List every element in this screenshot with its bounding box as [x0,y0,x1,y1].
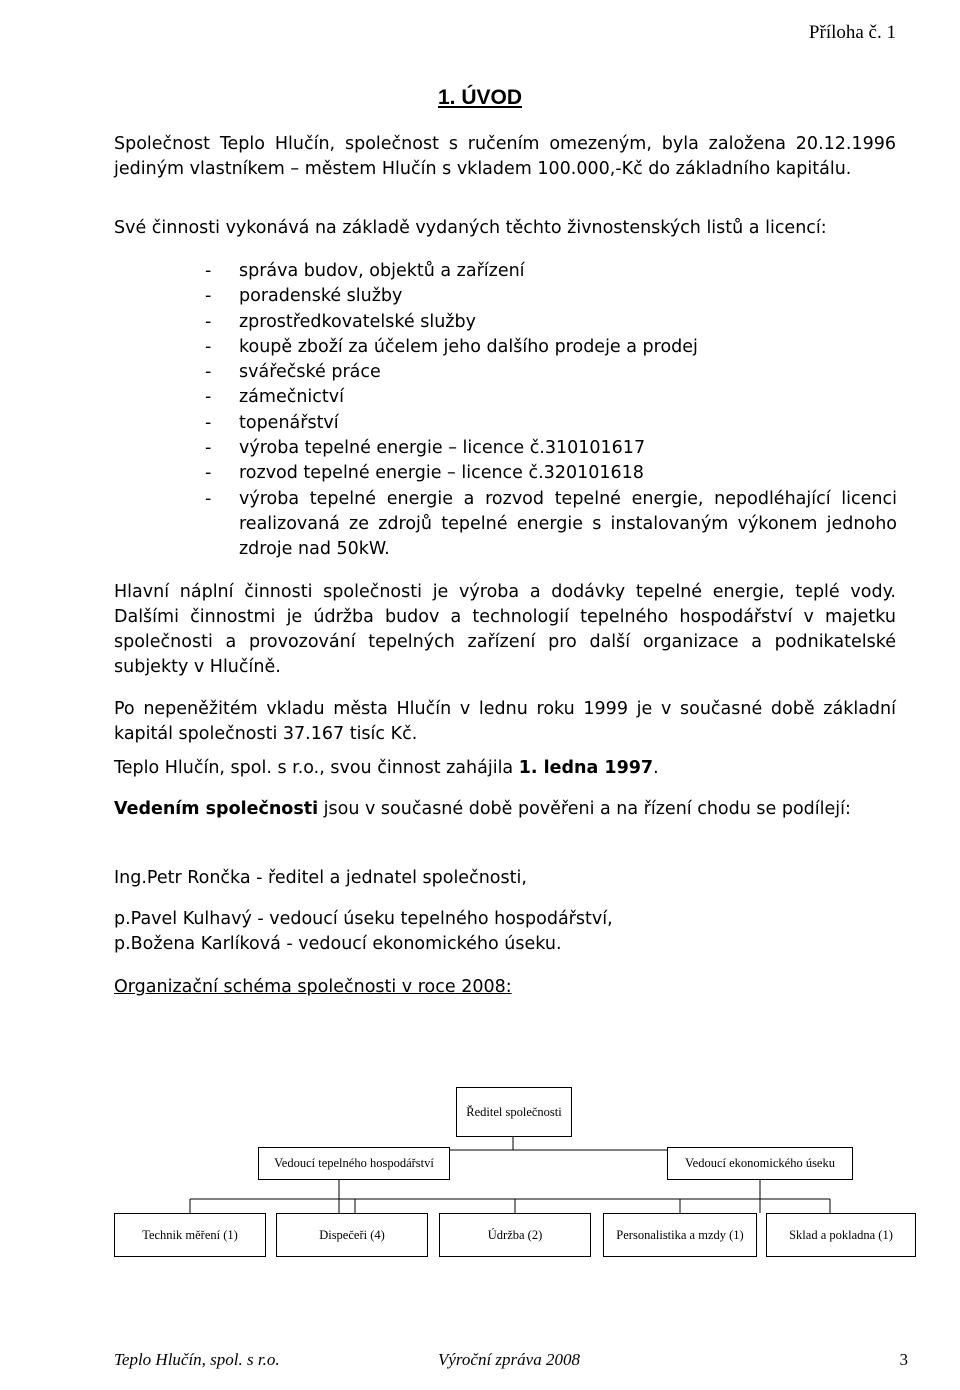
footer-report: Výroční zpráva 2008 [438,1350,580,1369]
org-box-economic-head: Vedoucí ekonomického úseku [667,1147,853,1180]
person-heat-head: p.Pavel Kulhavý - vedoucí úseku tepelného hospodářství, [114,909,613,929]
licences-intro: Své činnosti vykonává na základě vydaných těchto živnostenských listů a licencí: [114,218,827,238]
list-item: - topenářství [205,412,339,433]
list-item: - rozvod tepelné energie – licence č.320101618 [205,463,644,484]
org-box-director: Ředitel společnosti [456,1087,572,1137]
list-item: - svářečské práce [205,362,381,383]
list-item: - poradenské služby [205,286,403,307]
org-chart-heading: Organizační schéma společnosti v roce 2008: [114,977,512,997]
person-economic-head: p.Božena Karlíková - vedoucí ekonomického úseku. [114,934,562,954]
org-box-unit-dispatch: Dispečeři (4) [276,1213,428,1257]
management-heading: Vedením společnosti [114,799,319,819]
main-activity-paragraph: Hlavní náplní činnosti společnosti je výroba a dodávky tepelné energie, teplé vody. Dalšími činnostmi je údržba budov a technologií tepelného hospodářství v majetku společnosti a provozování tepelných zařízení pro další organizace a podnikatelské subjekty v Hlučíně. [114,582,896,677]
org-box-unit-metering: Technik měření (1) [114,1213,266,1257]
list-item: - výroba tepelné energie a rozvod tepelné energie, nepodléhající licenci realizovaná ze zdrojů tepelné energie s instalovaným výkonem jednoho zdroje nad 50kW. [205,488,897,560]
start-date: 1. ledna 1997 [518,758,654,778]
footer-page-number: 3 [899,1350,908,1369]
list-item: - zámečnictví [205,387,344,408]
list-item: - správa budov, objektů a zařízení [205,261,525,281]
section-title: 1. ÚVOD [437,86,523,109]
org-box-unit-maintenance: Údržba (2) [439,1213,591,1257]
list-item: - koupě zboží za účelem jeho dalšího prodeje a prodej [205,336,698,357]
management-paragraph: Vedením společnosti jsou v současné době pověřeni a na řízení chodu se podílejí: [114,799,851,819]
footer-company: Teplo Hlučín, spol. s r.o. [114,1350,280,1369]
person-director: Ing.Petr Rončka - ředitel a jednatel společnosti, [114,868,527,888]
intro-paragraph: Společnost Teplo Hlučín, společnost s ručením omezeným, byla založena 20.12.1996 jediným vlastníkem – městem Hlučín s vkladem 100.000,-Kč do základního kapitálu. [114,134,896,179]
list-item: - zprostředkovatelské služby [205,311,476,332]
start-paragraph: Teplo Hlučín, spol. s r.o., svou činnost zahájila 1. ledna 1997. [114,758,659,778]
org-box-unit-warehouse: Sklad a pokladna (1) [766,1213,916,1257]
capital-paragraph: Po nepeněžitém vkladu města Hlučín v lednu roku 1999 je v současné době základní kapitál společnosti 37.167 tisíc Kč. [114,699,896,744]
org-box-unit-hr-payroll: Personalistika a mzdy (1) [603,1213,757,1257]
org-box-heat-head: Vedoucí tepelného hospodářství [258,1147,450,1180]
annex-label: Příloha č. 1 [808,22,896,43]
list-item: - výroba tepelné energie – licence č.310101617 [205,438,646,459]
